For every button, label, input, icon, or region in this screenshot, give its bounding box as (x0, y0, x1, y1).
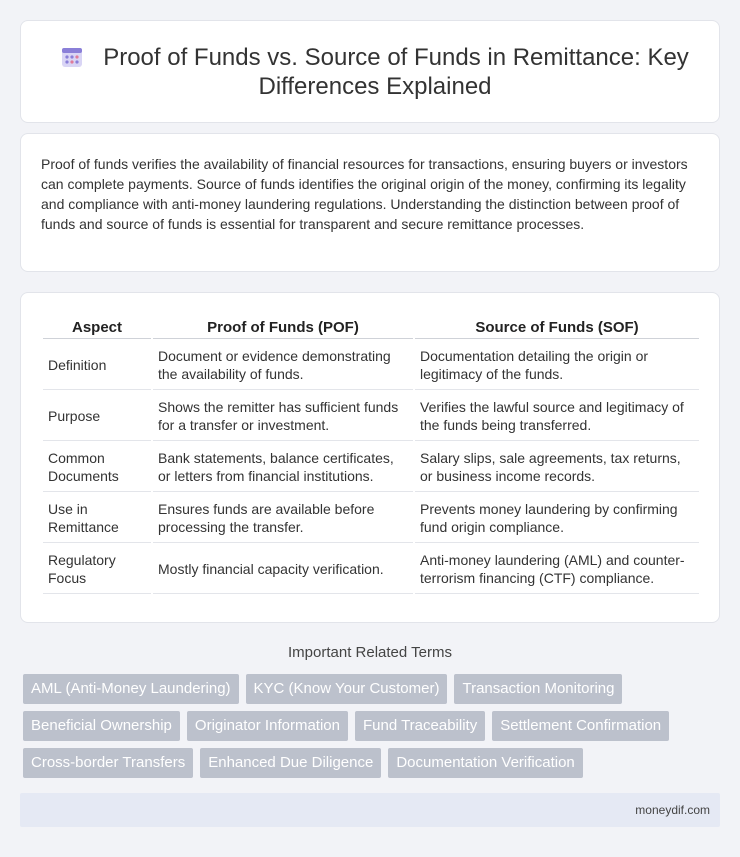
cell-aspect: Definition (43, 341, 151, 390)
intro-card (20, 133, 720, 272)
table-row (43, 443, 699, 492)
related-term-tag[interactable]: Settlement Confirmation (492, 711, 669, 741)
related-term-tag[interactable]: Fund Traceability (355, 711, 485, 741)
cell-aspect: Regulatory Focus (43, 545, 151, 594)
table-header-row (43, 315, 699, 339)
table-row (43, 392, 699, 441)
comparison-card (20, 292, 720, 623)
cell-sof: Prevents money laundering by confirming fund origin compliance. (415, 494, 699, 543)
header-sof: Source of Funds (SOF) (415, 315, 699, 339)
related-term-tag[interactable]: Originator Information (187, 711, 348, 741)
related-term-tag[interactable]: KYC (Know Your Customer) (246, 674, 448, 704)
cell-sof: Documentation detailing the origin or legitimacy of the funds. (415, 341, 699, 390)
related-term-tag[interactable]: Beneficial Ownership (23, 711, 180, 741)
title-card (20, 20, 720, 123)
page-title-wrap (61, 43, 689, 101)
header-pof: Proof of Funds (POF) (153, 315, 413, 339)
cell-aspect: Common Documents (43, 443, 151, 492)
footer-site-link[interactable]: moneydif.com (635, 803, 710, 817)
related-terms-heading: Important Related Terms (288, 644, 452, 661)
footer (20, 793, 720, 827)
cell-sof: Anti-money laundering (AML) and counter-terrorism financing (CTF) compliance. (415, 545, 699, 594)
related-term-tag[interactable]: Transaction Monitoring (454, 674, 622, 704)
cell-pof: Bank statements, balance certificates, or letters from financial institutions. (153, 443, 413, 492)
cell-sof: Verifies the lawful source and legitimacy of the funds being transferred. (415, 392, 699, 441)
table-row (43, 494, 699, 543)
cell-aspect: Use in Remittance (43, 494, 151, 543)
page-title: Proof of Funds vs. Source of Funds in Remittance: Key Differences Explained (103, 44, 689, 100)
table-row (43, 341, 699, 390)
table-row (43, 545, 699, 594)
related-term-tag[interactable]: Cross-border Transfers (23, 748, 193, 778)
cell-pof: Shows the remitter has sufficient funds for a transfer or investment. (153, 392, 413, 441)
header-aspect: Aspect (43, 315, 151, 339)
cell-pof: Mostly financial capacity verification. (153, 545, 413, 594)
cell-aspect: Purpose (43, 392, 151, 441)
cell-pof: Ensures funds are available before processing the transfer. (153, 494, 413, 543)
related-term-tag[interactable]: Documentation Verification (388, 748, 582, 778)
related-terms-list (23, 674, 723, 778)
cell-sof: Salary slips, sale agreements, tax returns, or business income records. (415, 443, 699, 492)
cell-pof: Document or evidence demonstrating the availability of funds. (153, 341, 413, 390)
related-term-tag[interactable]: Enhanced Due Diligence (200, 748, 381, 778)
comparison-table (41, 313, 701, 596)
related-term-tag[interactable]: AML (Anti-Money Laundering) (23, 674, 239, 704)
intro-text: Proof of funds verifies the availability of financial resources for transactions, ensuring buyers or investors can complete payments. Source of funds identifies the original origin of the money, confirming its legality and compliance with anti-money laundering regulations. Understanding the distinction between proof of funds and source of funds is essential for transparent and secure remittance processes. (41, 156, 688, 232)
calendar-grid-icon (61, 46, 83, 68)
